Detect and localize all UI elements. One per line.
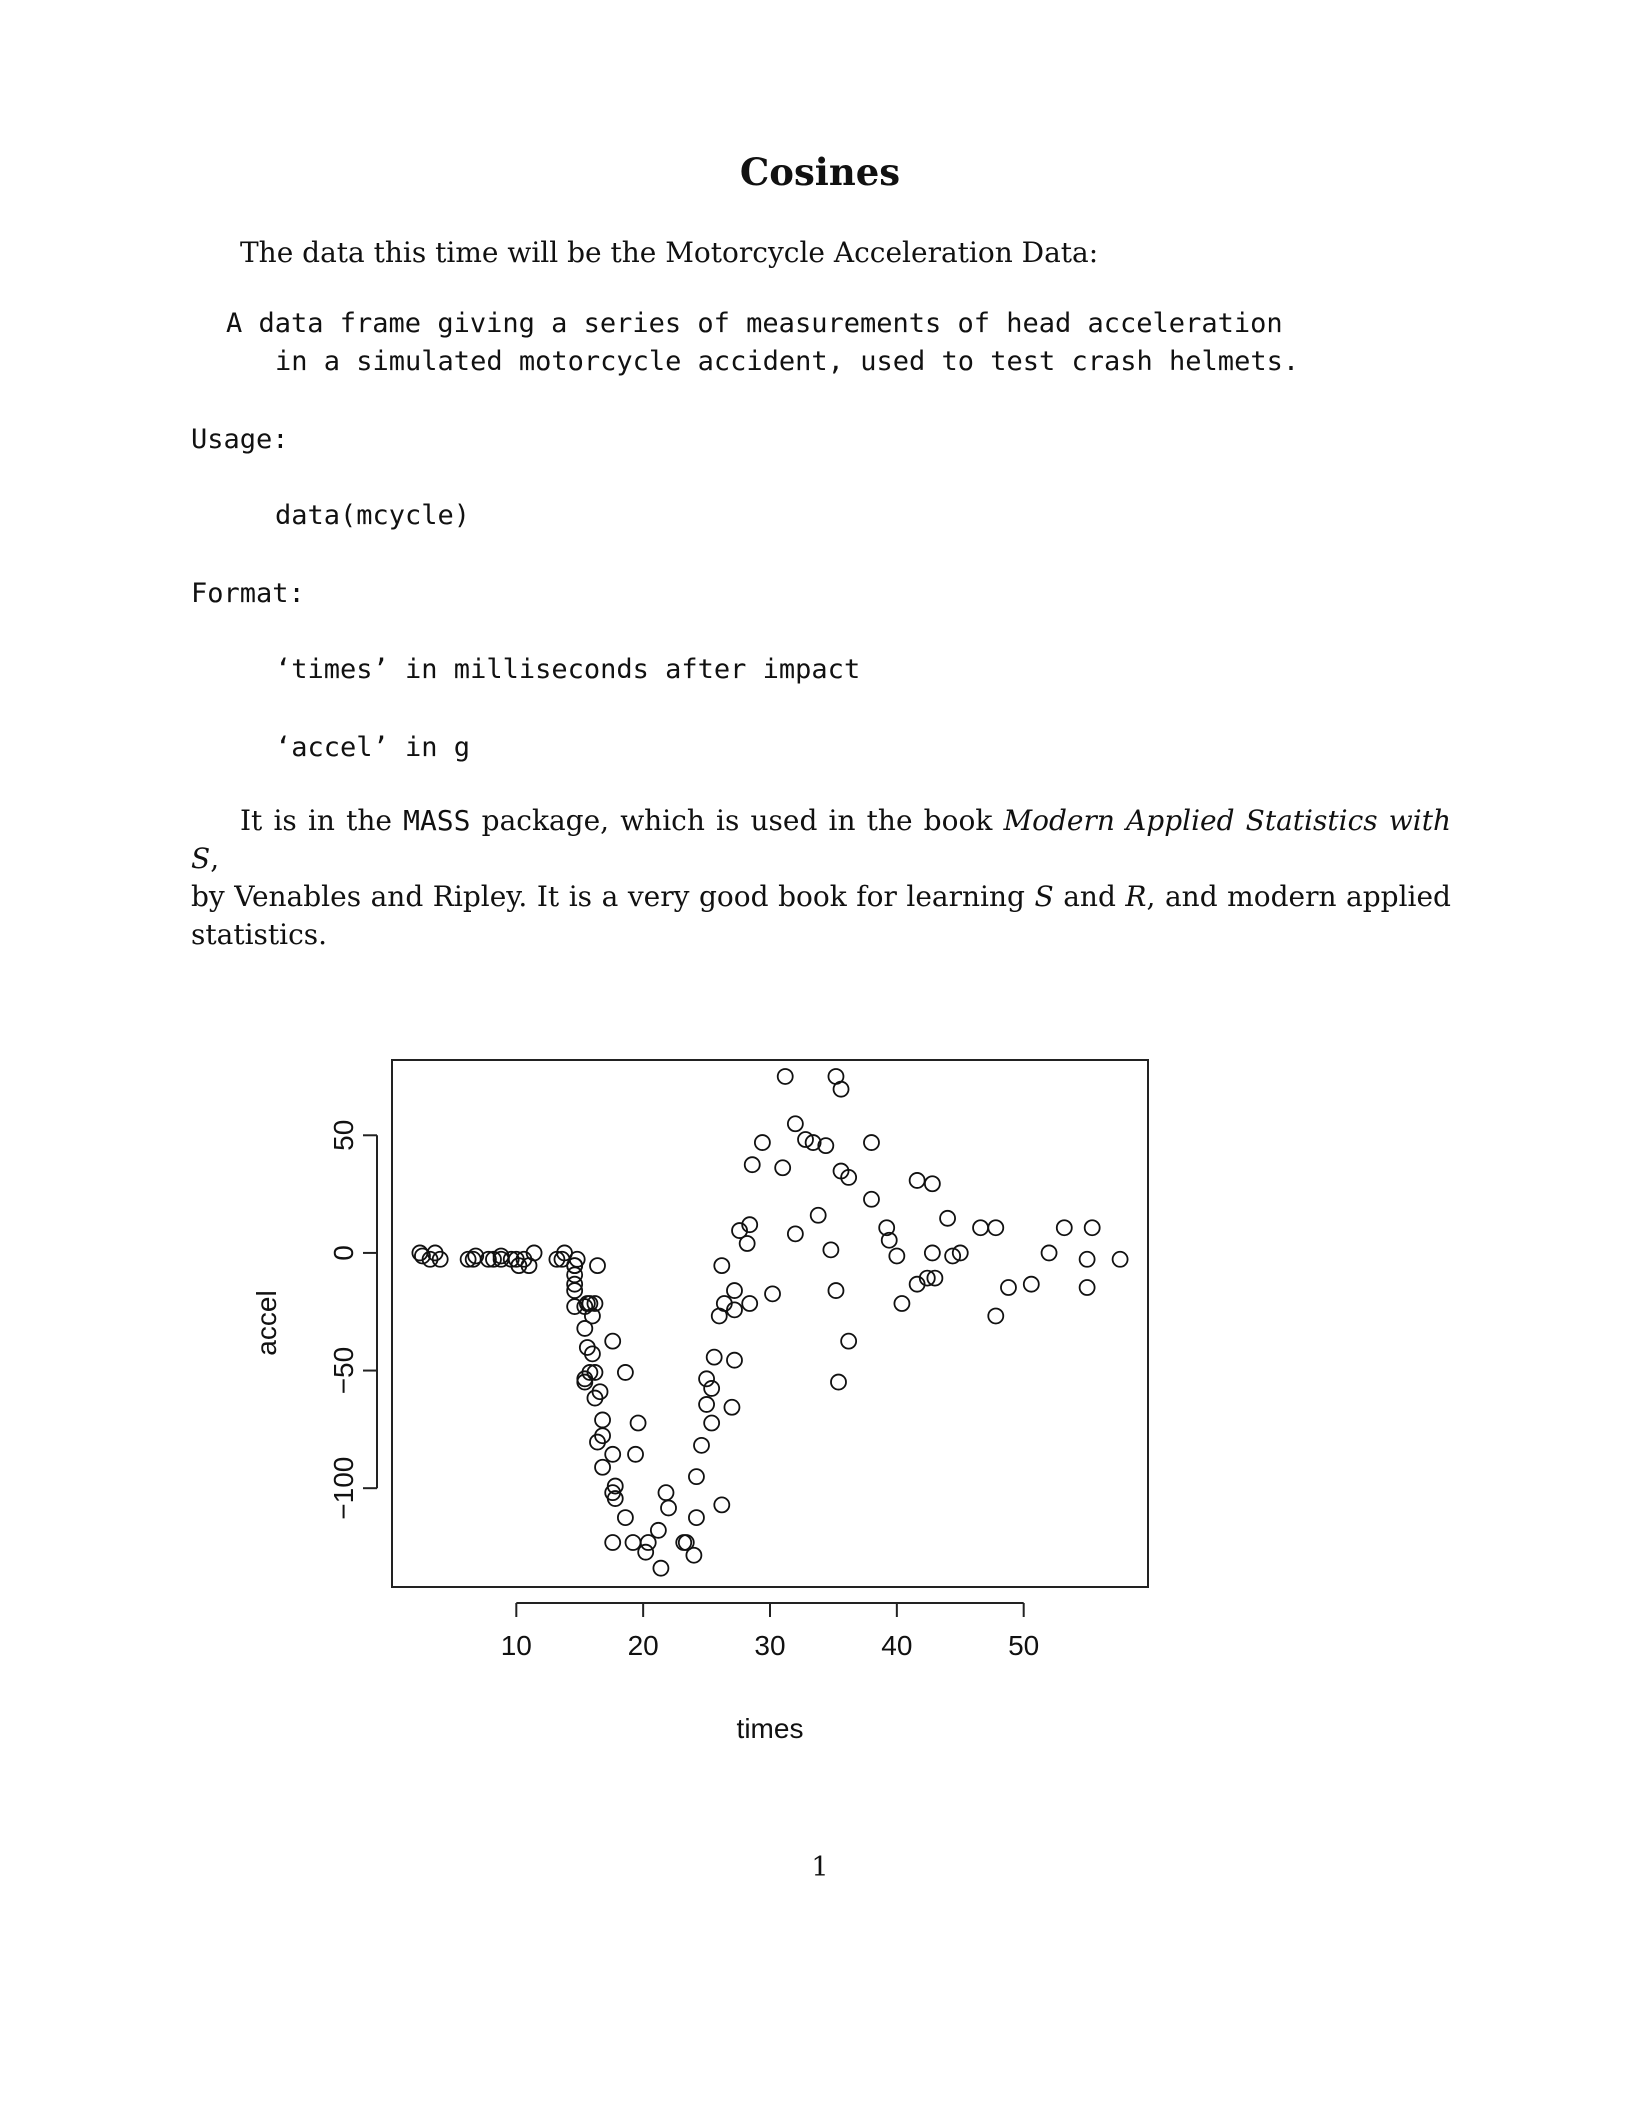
language-r: R <box>1125 880 1147 913</box>
data-point <box>740 1236 755 1251</box>
data-point <box>742 1296 757 1311</box>
data-point <box>605 1535 620 1550</box>
data-point <box>707 1350 722 1365</box>
data-point <box>567 1267 582 1282</box>
data-point <box>714 1258 729 1273</box>
data-point <box>778 1069 793 1084</box>
x-tick-label: 20 <box>627 1630 659 1661</box>
data-point <box>605 1334 620 1349</box>
data-point <box>626 1535 641 1550</box>
data-point <box>973 1220 988 1235</box>
data-point <box>1080 1280 1095 1295</box>
y-axis <box>328 1120 377 1520</box>
data-point <box>745 1157 760 1172</box>
data-point <box>694 1438 709 1453</box>
page-title: Cosines <box>739 150 901 194</box>
data-point <box>1024 1277 1039 1292</box>
dataset-description-line-1: A data frame giving a series of measurements of head acceleration <box>226 308 1283 339</box>
data-point <box>727 1353 742 1368</box>
data-point <box>651 1523 666 1538</box>
data-point <box>661 1500 676 1515</box>
x-tick-label: 10 <box>500 1630 532 1661</box>
data-point <box>894 1296 909 1311</box>
paragraph-text: and <box>1053 880 1126 913</box>
data-point <box>765 1286 780 1301</box>
format-label: Format: <box>191 578 305 609</box>
data-point <box>628 1447 643 1462</box>
data-point <box>864 1192 879 1207</box>
paragraph-line-3: statistics. <box>191 918 328 951</box>
data-point <box>925 1245 940 1260</box>
paragraph-text: package, which is used in the book <box>470 804 1004 837</box>
page-number: 1 <box>811 1852 829 1883</box>
data-point <box>889 1248 904 1263</box>
data-point <box>910 1173 925 1188</box>
y-tick-label: −100 <box>328 1456 359 1520</box>
data-points <box>412 1069 1127 1576</box>
data-point <box>925 1176 940 1191</box>
data-point <box>641 1535 656 1550</box>
usage-label: Usage: <box>191 424 289 455</box>
data-point <box>988 1308 1003 1323</box>
data-point <box>590 1258 605 1273</box>
paragraph-text: , and modern applied <box>1146 880 1451 913</box>
book-title: Modern Applied Statistics with S <box>191 804 1451 875</box>
data-point <box>689 1510 704 1525</box>
data-point <box>595 1460 610 1475</box>
data-point <box>775 1160 790 1175</box>
data-point <box>841 1334 856 1349</box>
data-point <box>823 1242 838 1257</box>
data-point <box>699 1397 714 1412</box>
data-point <box>638 1545 653 1560</box>
data-point <box>653 1561 668 1576</box>
data-point <box>988 1220 1003 1235</box>
language-s: S <box>1034 880 1054 913</box>
data-point <box>686 1548 701 1563</box>
y-tick-label: 50 <box>328 1119 359 1151</box>
data-point <box>689 1469 704 1484</box>
data-point <box>1042 1245 1057 1260</box>
data-point <box>834 1082 849 1097</box>
data-point <box>831 1375 846 1390</box>
data-point <box>1085 1220 1100 1235</box>
paragraph-text: by Venables and Ripley. It is a very good book for learning <box>191 880 1035 913</box>
data-point <box>618 1365 633 1380</box>
data-point <box>605 1447 620 1462</box>
data-point <box>724 1400 739 1415</box>
data-point <box>864 1135 879 1150</box>
format-accel: ‘accel’ in g <box>275 732 471 763</box>
data-point <box>1001 1280 1016 1295</box>
data-point <box>631 1416 646 1431</box>
y-tick-label: 0 <box>328 1245 359 1261</box>
x-tick-label: 30 <box>754 1630 786 1661</box>
data-point <box>788 1116 803 1131</box>
x-tick-label: 40 <box>881 1630 913 1661</box>
y-axis-label: accel <box>251 1290 282 1356</box>
data-point <box>727 1283 742 1298</box>
data-point <box>755 1135 770 1150</box>
paragraph-text: , <box>210 842 220 875</box>
paragraph-text: It is in the <box>240 804 404 837</box>
data-point <box>714 1497 729 1512</box>
data-point <box>595 1412 610 1427</box>
data-point <box>1080 1252 1095 1267</box>
data-point <box>618 1510 633 1525</box>
intro-text: The data this time will be the Motorcycle Acceleration Data: <box>240 236 1099 269</box>
data-point <box>940 1211 955 1226</box>
x-tick-label: 50 <box>1008 1630 1040 1661</box>
data-point <box>788 1226 803 1241</box>
data-point <box>658 1485 673 1500</box>
data-point <box>1113 1252 1128 1267</box>
data-point <box>704 1416 719 1431</box>
package-name: MASS <box>403 804 471 837</box>
data-point <box>811 1208 826 1223</box>
y-tick-label: −50 <box>328 1346 359 1395</box>
data-point <box>1057 1220 1072 1235</box>
data-point <box>828 1283 843 1298</box>
format-times: ‘times’ in milliseconds after impact <box>275 654 861 685</box>
x-axis <box>501 1603 1040 1661</box>
dataset-description-line-2: in a simulated motorcycle accident, used to test crash helmets. <box>275 346 1300 377</box>
usage-code: data(mcycle) <box>275 500 471 531</box>
x-axis-label: times <box>736 1713 804 1744</box>
